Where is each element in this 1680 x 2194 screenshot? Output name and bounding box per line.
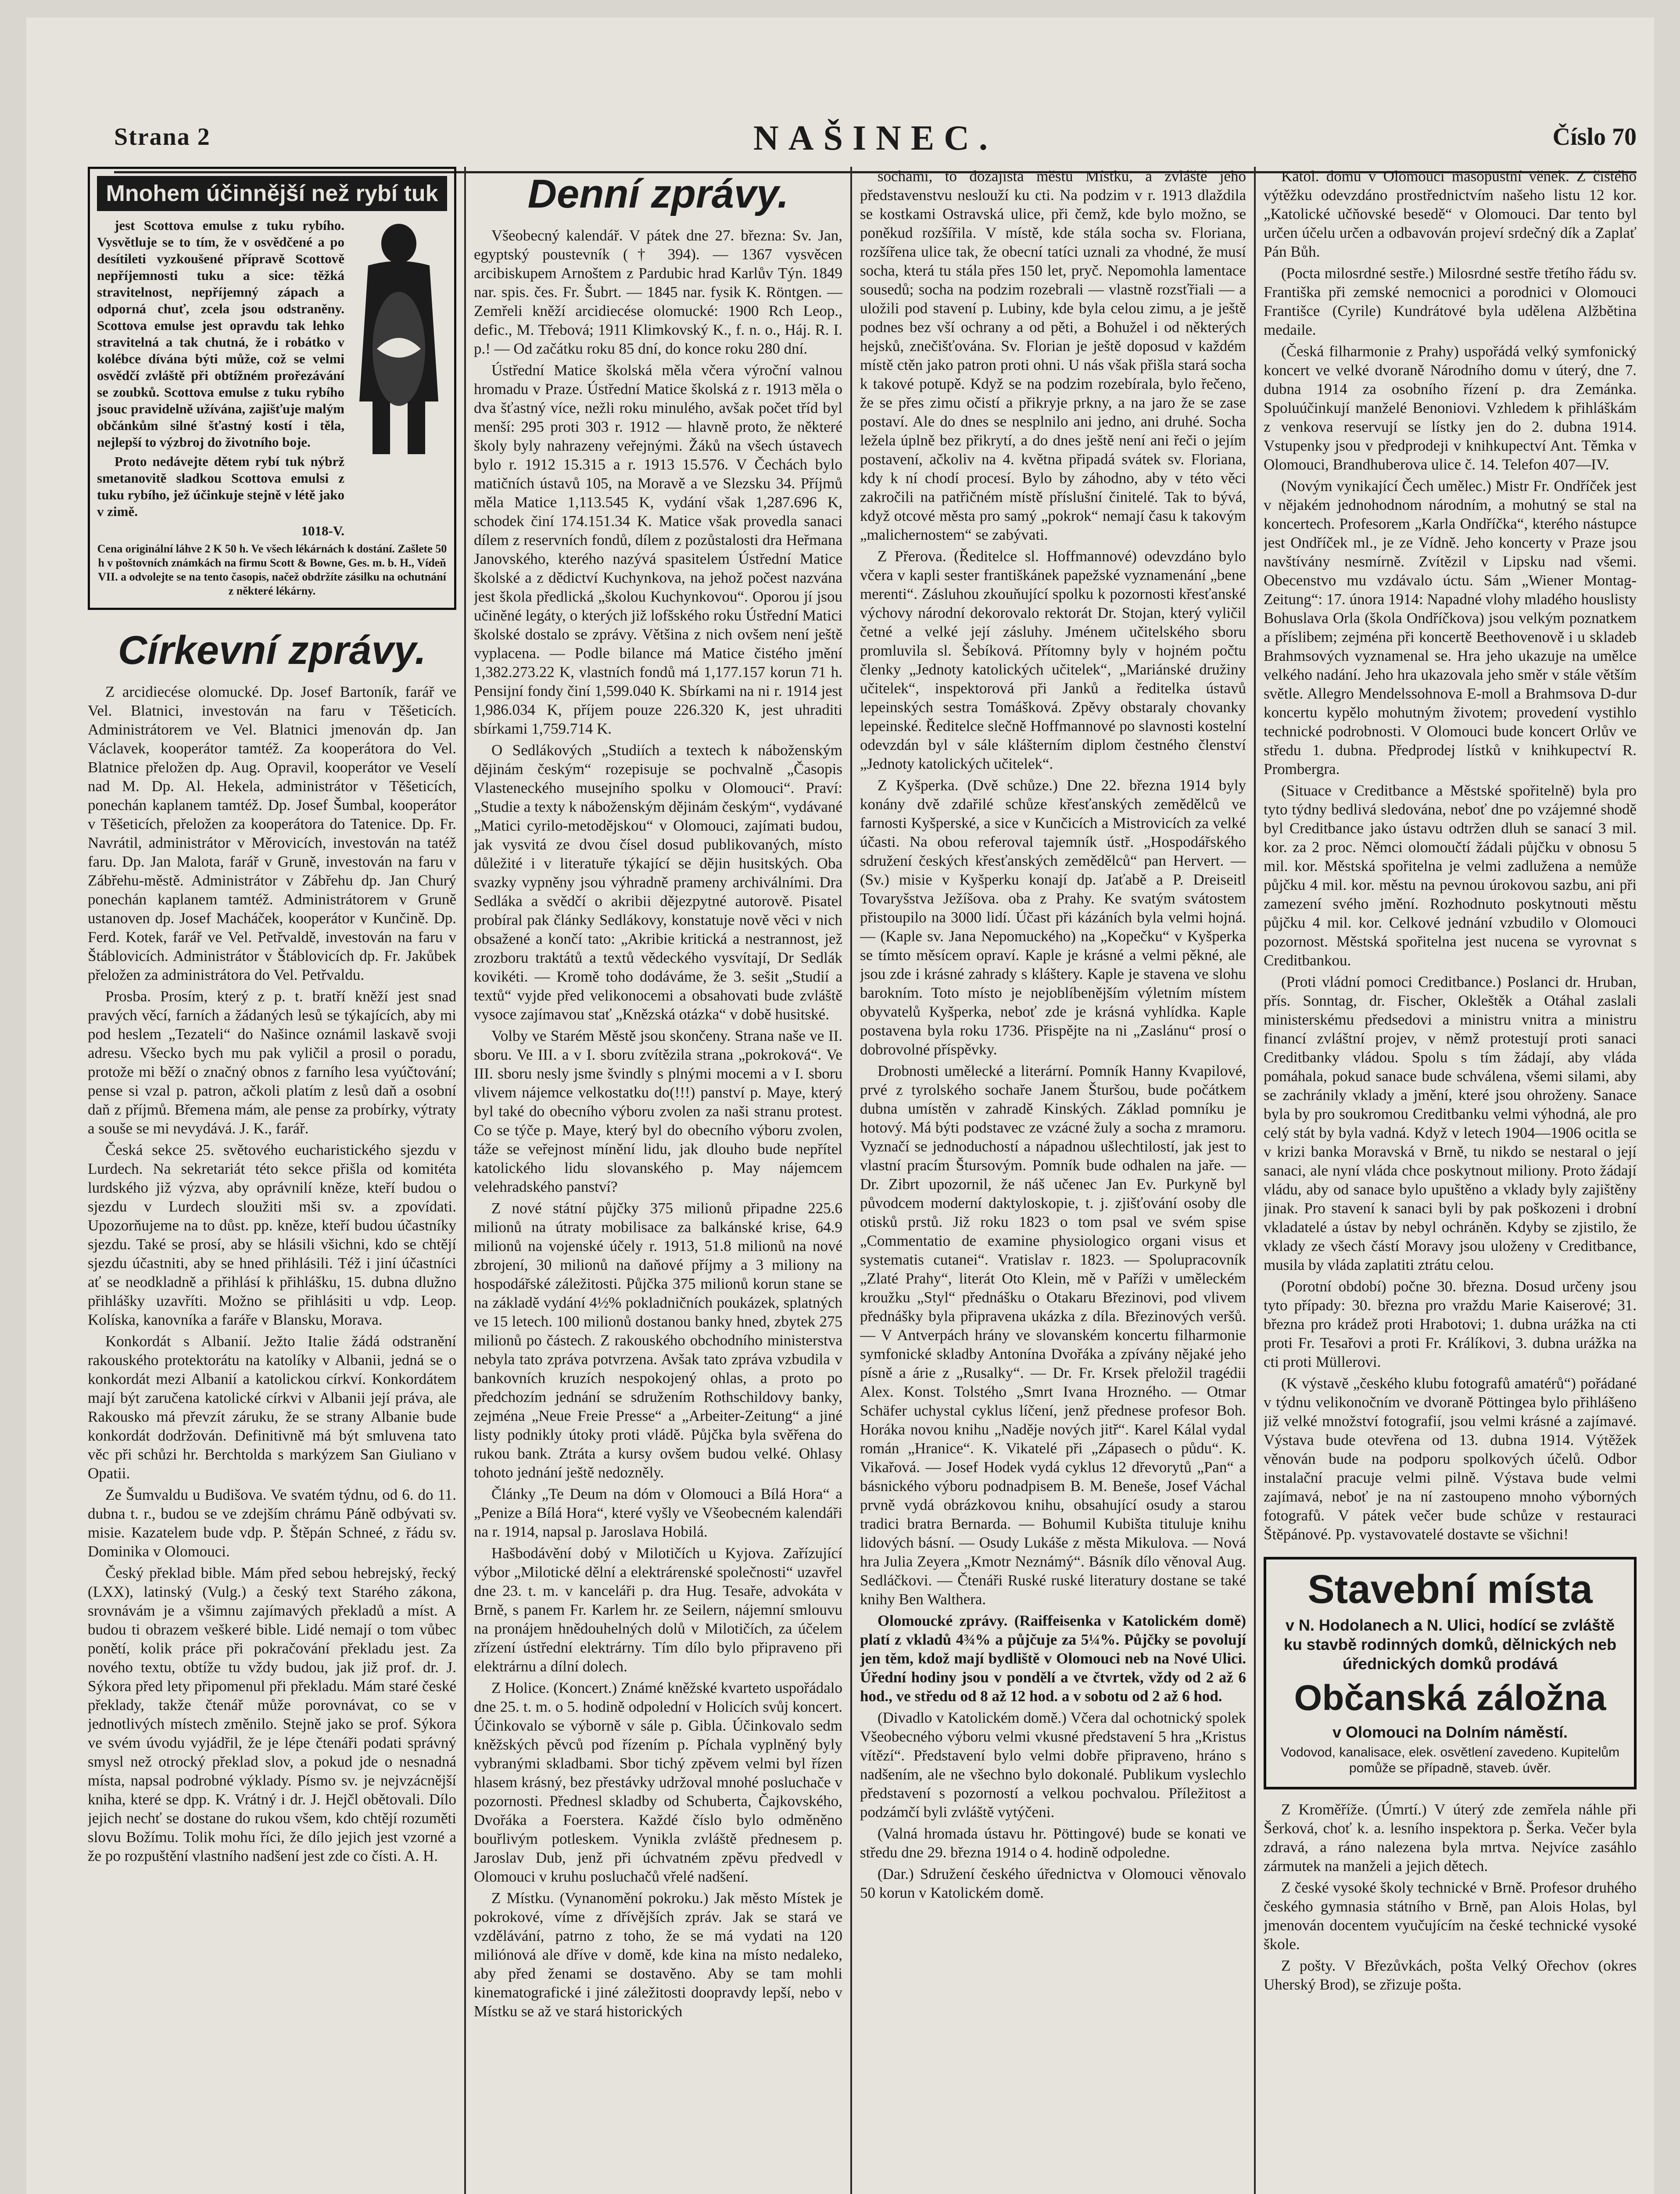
article-paragraph: Z Přerova. (Ředitelce sl. Hoffmannové) odevzdáno bylo včera v kapli sester františkánek papežské vyznamenání „bene merenti“. Zásluhou zkouňující spolku k pozornosti křesťanské výchovy národní dekorovalo rektorát Dr. Stojan, který vyličil četné a velké její zásluhy. Jménem učitelského sboru promluvila sl. Šebíková. Přítomny byly v hojném počtu členky „Jednoty katolických učitelek“, „Mariánské družiny učitelek“, inspektorová při Janků a ředitelka ústavů lepeinských sestra Tomášková. Zpěvy obstaraly chovanky lepeinské. Ředitelce slečně Hoffmannové po slavnosti kostelní odevzdán byl v sále klášterním diplom čestného členství „Jednoty katolických učitelek“.: [860, 548, 1246, 772]
article-paragraph: Články „Te Deum na dóm v Olomouci a Bílá Hora“ a „Penize a Bílá Hora“, které vyšly ve Všeobecném kalendáři na r. 1914, napsal p. Jaroslava Hobilá.: [474, 1485, 842, 1540]
article-paragraph: Volby ve Starém Městě jsou skončeny. Strana naše ve II. sboru. Ve III. a v I. sboru zvítězila strana „pokroková“. Ve III. sboru nesly jsme švindly s plnými mocemi a v I. sboru vlivem nájemce velkostatku do(!!!) panství p. Maye, který byl také do obecního výboru zvolen za naši stranu protest. Co se týče p. Maye, který byl do obecního výboru zvolen, táže se veřejnost mínění lidu, jak dlouho bude nepřítel katolického lidu slovanského p. May nájemcem velehradského panství?: [474, 1027, 842, 1195]
masthead-title: NAŠINEC.: [753, 119, 998, 158]
article-paragraph: (Novým vynikající Čech umělec.) Mistr Fr. Ondříček jest v nějakém jednohodnom národním, a mohutný se stal na koncertech. Profesorem „Karla Ondříčka“, kterého nástupce jest Ondříček ml., je ze Vídně. Jeho koncerty v Praze jsou navštívány nesmírně. Zvítězil v Lipsku nad všemi. Obecenstvo mu vzdávalo úctu. Sám „Wiener Montag-Zeitung“: 17. února 1914: Napadné vlohy mladého houslisty Bohuslava Orla (škola Ondříčkova) jsou velkým poznatkem a příslibem; zejména při koncertě Beethovenově i u skladeb Brahmsových vyznamenal se. Hra jeho ukazuje na umělce velkého nadání. Jeho hra ukazovala jeho směr v stále větším světle. Allegro Mendelssohnova E-moll a Brahmsova D-dur koncertu kypělo mohutným životem; provedení vystihlo technické podrobnosti. V Olomouci bude koncert Orlův ve středu 1. dubna. Předprodej lístků v knihkupectví R. Prombergra.: [1264, 477, 1637, 778]
page-header: [114, 118, 1637, 173]
article-paragraph: Katol. domu v Olomouci masopustní věnek. Z čistého výtěžku odevzdáno prostřednictvím našeho listu 12 kor. „Katolické učňovské besedě“ v Olomouci. Dar tento byl určen účelu určen a odbavován projeví srdečný dík a Zaplať Pán Bůh.: [1264, 168, 1637, 260]
article-paragraph: Hašbodávění dobý v Milotičích u Kyjova. Zařízující výbor „Milotické dělní a elektrárenské společnosti“ uzavřel dne 23. t. m. v kanceláři p. dra Hug. Tesaře, advokáta v Brně, s panem Fr. Karlem hr. ze Seilern, nájemní smlouvu na pronájem hnědouhelných dolů v Milotičích, za účelem zřízení ústřední elektrárny. Tím dílo bylo připraveno při elektrárnu a dílní dolech.: [474, 1545, 842, 1675]
article-paragraph: (Česká filharmonie z Prahy) uspořádá velký symfonický koncert ve velké dvoraně Národního domu v úterý, dne 7. dubna 1914 za osobního řízení p. dra Zemánka. Spoluúčinkují manželé Benoniovi. Vzhledem k přihláškám z venkova reservují se lístky jen do 2. dubna 1914. Vstupenky jsou v předprodeji v knihkupectví Ant. Těmka v Olomouci, Brandhuberova ulice č. 14. Telefon 407—IV.: [1264, 343, 1637, 473]
article-paragraph: (K výstavě „českého klubu fotografů amatérů“) pořádané v týdnu velikonočním ve dvoraně Pöttingea bylo přihlášeno již velké množství fotografií, jsou velmi krásné a zajímavé. Výstava bude otevřena od 13. dubna 1914. Výtěžek věnován bude na podporu spolkových účelů. Odbor instalační pracuje velmi pilně. Výstava bude velmi zajímavá, neboť je na ní zastoupeno mnoho výborných fotografů. V pátek večer bude schůze v restauraci Štěpánové. Pp. vystavovatelé dostavte se všichni!: [1264, 1375, 1637, 1543]
article-paragraph: Všeobecný kalendář. V pátek dne 27. března: Sv. Jan, egyptský poustevník († 394). — 1367 vysvěcen arcibiskupem Arnoštem z Pardubic hrad Karlův Týn. 1849 nar. spis. čes. Fr. Šubrt. — 1845 nar. fysik K. Röntgen. — Zemřeli kněží arcidiecése olomucké: 1900 Rch Leop., defic., M. Třebová; 1911 Klimkovský K., f. n. o., Háj. R. I. p.! — Od začátku roku 85 dní, do konce roku 280 dní.: [474, 227, 842, 357]
article-paragraph: sochami, to dozajista městu Místku, a zvláště jeho představenstvu neslouží ku cti. Na podzim v r. 1913 dlaždila se kostkami Ostravská ulice, při čemž, kde bylo možno, se poněkud rozšířila. V místě, kde stála socha sv. Floriana, rozšířena ulice tak, že obecní tatíci uznali za vhodné, že musí socha, která tu stála přes 150 let, pryč. Nepomohla lamentace sousedů; socha na podzim rozebrali — vlastně rozsťřiali — a uložili pod stavení p. Lubiny, kde byla celou zimu, a je ještě podnes bez vší ochrany a od pěti, a Bohužel i od některých hejsků, znečišťována. Sv. Florian je ještě doposud v každém místě ctěn jako patron proti ohni. U nás však přišla stará socha k takové potupě. Když se na podzim rozebírala, bylo řečeno, že se přes zimu očistí a přikryje prkny, a na jaro že se zase postaví. Ale do dnes se nesplnilo ani jedno, ani druhé. Socha ležela úplně bez přikrytí, a do dnes ještě není ani řeči o jejím postavení, ačkoliv na 4. května připadá svátek sv. Floriana, kdy k ní chodí procesí. Bylo by záhodno, aby v této věci zakročili na patřičném místě příslušní činitelé. Tak to bývá, když otcové města pro samý „pokrok“ nemají času k takovým „malichernostem“ se zabývati.: [860, 168, 1246, 543]
column-1: [88, 167, 456, 2194]
article-paragraph: (Porotní období) počne 30. března. Dosud určeny jsou tyto případy: 30. března pro vraždu Marie Kaiserové; 31. března pro krádež proti Hrabotovi; 1. dubna urážka na cti proti Fr. Tesařovi a proti Fr. Králíkovi, 3. dubna urážka na cti proti Müllerovi.: [1264, 1278, 1637, 1370]
article-paragraph: Český překlad bible. Mám před sebou hebrejský, řecký (LXX), latinský (Vulg.) a český text Starého zákona, srovnávám je a všimnu zajímavých překladů a míst. A budou ti obrazem veškeré bible. Lidé nemají o tom vůbec ponětí, kolik práce při pokračování překladu jest. Za nového textu, obtíže tu vždy budou, jak již prof. dr. J. Sýkora před lety připomenul při překladu. Mám staré české překlady, takže čtenář může porovnávat, co se v jednotlivých místech změnilo. Stejně jako se prof. Sýkora ve svém úvodu vyjádřil, že je lépe čtenáři podati správný smysl než otrocký překlad slov, a pokud jde o nesnadná místa, napsal podrobné výklady. Písmo sv. je nejvzácnější kniha, které se dpp. K. Vrátný i dr. J. Hejčl obětovali. Dílo jejich nechť se dostane do rukou všem, kdo chtějí rozuměti slovu Božímu. Tolik mohu říci, že dílo jejich jest vzorné a že po rozpuštění vlastního nadšení jest zde co čísti. A. H.: [88, 1564, 456, 1864]
article-paragraph: Z arcidiecése olomucké. Dp. Josef Bartoník, farář ve Vel. Blatnici, investován na faru v Těšeticích. Administrátorem ve Vel. Blatnici jmenován dp. Jan Václavek, kooperátor tamtéž. Za kooperátora do Vel. Blatnice přeložen dp. Aug. Opravil, kooperátor ve Veselí nad M. Dp. Al. Hekela, administrátor v Těšeticích, ponechán kaplanem tamtéž. Dp. Josef Šumbal, kooperátor v Těšeticích, přeložen za kooperátora do Tatenice. Dp. Fr. Navrátil, administrátor v Měrovicích, investován na tatéž faru. Dp. Jan Malota, farář v Gruně, investován na faru v Zábřehu-městě. Administrátor v Zábřehu dp. Jan Churý ponechán kaplanem tamtéž. Administrátorem v Gruně ustanoven dp. Josef Macháček, kooperátor v Kunčině. Dp. Ferd. Kotek, farář ve Vel. Petřvaldě, investován na faru v Štáblovicích. Administrátor v Štáblovicích dp. Fr. Jakůbek přeložen za administrátora do Vel. Petřvaldu.: [88, 683, 456, 983]
article-paragraph: Z české vysoké školy technické v Brně. Profesor druhého českého gymnasia státního v Brně, pan Alois Holas, byl jmenován docentem vyučujícím na české technické vysoké škole.: [1264, 1879, 1637, 1953]
article-paragraph: Drobnosti umělecké a literární. Pomník Hanny Kvapilové, prvé z tyrolského sochaře Janem Šturšou, bude počátkem dubna umístěn v zahradě Kinských. Základ pomníku je hotový. Má býti podstavec ze vzácné žuly a socha z mramoru. Vyznačí se jednoduchostí a nápadnou ušlechtilostí, jak jest to vlastní pracím Štursovým. Pomník bude odhalen na jaře. — Dr. Zibrt upozornil, že náš učenec Jan Ev. Purkyně byl původcem moderní daktyloskopie, t. j. zjišťování osoby dle otisků prstů. Již roku 1823 o tom psal ve svém spise „Commentatio de examine physiologico organi visus et systematis cutanei“. Vratislav r. 1823. — Spolupracovník „Zlaté Prahy“, literát Oto Klein, mě v Paříži v uměleckém kroužku „Styl“ přednášku o Otakaru Březinovi, pod vlivem přednášky byla připravena ukázka z díla. Březinových veršů. — V Antverpách hrány ve slovanském koncertu filharmonie symfonické skladby Antonína Dvořáka a zpívány nějaké jeho písně a árie z „Rusalky“. — Dr. Fr. Krsek přeložil tragédii Alex. Konst. Tolstého „Smrt Ivana Hrozného. — Otmar Schäfer uchystal cyklus líčení, jenž přednese profesor Boh. Horáka novou knihu „Naděje nových jitř“. Karel Kálal vydal román „Hranice“. K. Vikatelé při „Zápasech o půdu“. K. Vikařová. — Josef Hodek vydá cyklus 12 dřevorytů „Pan“ a básnického výboru podnadpisem B. M. Beneše, Josef Váchal prvně vydá obrázkovou knihu, obsahující osudy a starou tradici bratra Bernarda. — Bohumil Kubišta tituluje knihu lidových básní. — Osudy Lukáše z města Mikulova. — Nová hra Julia Zeyera „Kmotr Neznámý“. Básník dílo věnoval Aug. Sedláčkovi. — Čtenáři Ruské ruské literatury dostane se také knihy Ben Walthera.: [860, 1062, 1246, 1608]
scott-emulsion-ad: [88, 167, 456, 610]
ad-bank: Občanská záložna: [1294, 1678, 1606, 1718]
column-divider: [850, 167, 852, 2194]
article-paragraph: Z Holice. (Koncert.) Známé kněžské kvarteto uspořádalo dne 25. t. m. o 5. hodině odpolední v Holicích svůj koncert. Účinkovalo se výborně v sále p. Gibla. Účinkovalo sedm kněžských pěvců pod řízením p. Píchala vyplněný byly vybranými skladbami. Sbor tichý zpěvem velmi byl řízen hlasem krásný, bez přestávky udržoval mnohé posluchače v pozornosti. Přednesl skladby od Schuberta, Čajkovského, Dvořáka a Foerstera. Každé číslo bylo odměněno bouřlivým potleskem. Vynikla zvláště přednesem p. Jaroslav Dub, jenž při úchvatném zpěvu předvedl v Olomouci v kruhu posluchačů vřelé nadšení.: [474, 1679, 842, 1885]
column-3: [860, 167, 1246, 2194]
ad-paragraph: Proto nedávejte dětem rybí tuk nýbrž smetanovitě sladkou Scottova emulsi z tuku rybího, jež účinkuje stejně v létě jako v zimě.: [97, 454, 344, 519]
ad-paragraph: jest Scottova emulse z tuku rybího. Vysvětluje se to tím, že v osvědčené a po desítileti vyzkoušené přípravě Scottově nepříjemnosti tuku a sice: těžká stravitelnost, nepříjemný zápach a odporná chuť, zcela jsou odstraněny. Scottova emulse jest opravdu tak lehko stravitelná a tak chutná, že i robátko v kolébce dívána býti může, což se velmi osvědčí zvláště při obtížném prořezávání se zoubků. Scottova emulse z tuku rybího jsouc pravidelně užívána, zajišťuje malým občánkům silné šťastný kostí i těla, nejlepší to výzbroj do životního boje.: [97, 218, 344, 450]
page-label: Strana 2: [114, 123, 211, 151]
columns: [88, 167, 1637, 2194]
ad-note: Vodovod, kanalisace, elek. osvětlení zavedeno. Kupitelům pomůže se případně, staveb. úvěr.: [1280, 1745, 1620, 1775]
article-paragraph: Prosba. Prosím, který z p. t. bratří kněží jest snad pravých věcí, farních a žádaných lesů se týkajících, aby mi pod heslem „Tezateli“ do Našince oznámil laskavě svoji adresu. Všecko bych mu pak vyličil a prosil o poradu, protože mi běží o značný obnos z farního lesa vyúčtování; pense si vzal p. patron, ačkoli platím z lesů daň a osobní daň z příjmů. Břemena mám, ale pense za probírky, výtraty a souše se mi nevydává. J. K., farář.: [88, 988, 456, 1137]
column-divider: [464, 167, 466, 2194]
article-paragraph: (Divadlo v Katolickém domě.) Včera dal ochotnický spolek Všeobecného výboru velmi vkusné představení 5 hra „Kristus vítězí“. Představení bylo velmi dobře připraveno, hráno s nadšením, ale ne všechno bylo dokonalé. Publikum vyslechlo představení s pozorností a velkou pochvalou. Příležitost a podzámčí byli zvláště vytýčeni.: [860, 1709, 1246, 1821]
issue-number: Číslo 70: [1552, 123, 1637, 151]
ad-place: v Olomouci na Dolním náměstí.: [1332, 1723, 1568, 1741]
article-paragraph: (Valná hromada ústavu hr. Pöttingové) bude se konati ve středu dne 29. března 1914 o 4. hodině odpoledne.: [860, 1825, 1246, 1861]
article-paragraph: O Sedlákových „Studiích a textech k náboženským dějinám českým“ rozepisuje se pochvalně „Časopis Vlasteneckého musejního spolku v Olomouci“. Praví: „Studie a texty k náboženským dějinám českým“, vydávané „Matici cyrilo-metodějskou“ v Olomouci, zajímati budou, jak vysvitá ze dvou čísel dosud publikovaných, místo důležité i v literatuře týkající se dějin husitských. Oba svazky vypněny jsou výhradně prameny archiválními. Dra Sedláka a svědčí o akribii dějezpytné autorově. Pisatel probíral pak články Sedlákovy, konstatuje nově věci v nich obsažené a končí tato: „Akribie kritická a nestrannost, jež zrozboru traktátů a textů vědeckého vysvítají, Dr Sedlák kovikéti. — Kromě toho dodáváme, že 3. sešit „Studií a textů“ vyjde před velikonocemi a obsahovati bude zvláště vysoce zajímavou stať „Knězská otázka“ v době husitské.: [474, 742, 842, 1023]
section-title-daily-news: Denní zprávy.: [527, 172, 789, 216]
building-lots-ad: [1264, 1557, 1637, 1789]
article-paragraph: Z pošty. V Březůvkách, pošta Velký Ořechov (okres Uherský Brod), se zřizuje pošta.: [1264, 1957, 1637, 1993]
ad-footer: Cena originální láhve 2 K 50 h. Ve všech lékárnách k dostání. Zašlete 50 h v poštovních známkách na firmu Scott & Bowne, Ges. m. b. H., Vídeň VII. a odvolejte se na tento časopis, načež obdržíte zásilku na ochutnání z některé lékárny.: [97, 542, 447, 597]
article-paragraph: Olomoucké zprávy. (Raiffeisenka v Katolickém domě) platí z vkladů 4¾% a půjčuje za 5¼%. Půjčky se povolují jen těm, kdož mají bydliště v Olomouci neb na Nové Ulici. Úřední hodiny jsou v pondělí a ve čtvrtek, vždy od 2 až 6 hod., ve středu od 8 až 12 hod. a v sobotu od 2 až 6 hod.: [860, 1612, 1246, 1705]
article-paragraph: (Situace v Creditbance a Městské spořitelně) byla pro tyto týdny bedlivá sledována, neboť dne po vzájemné shodě byl Creditbance jako ústavu odtržen dluh se sanací 3 mil. kor. za 2 proc. Němci olomoučtí žádali půjčku v obnosu 5 mil. kor. Městská spořitelna je velmi zadlužena a nemůže půjčku 4 mil. kor. městu na pevnou úrokovou sazbu, ani při zamezení svého jmění. Rozhodnuto poskytnouti městu půjčku 4 mil. kor. Celkové jednání vzbudilo v Olomouci pozornost. Městská spořitelna jest nucena se vyrovnat s Creditbankou.: [1264, 782, 1637, 969]
article-paragraph: Z nové státní půjčky 375 milionů připadne 225.6 milionů na útraty mobilisace za balkánské krise, 64.9 milionů na vojenské účely r. 1913, 51.8 milionů na nové zbrojení, 30 milionů na daňové příjmy a 3 miliony na hospodářské záležitosti. Půjčka 375 milionů korun stane se na základě vydání 4½% pokladničních poukázek, splatných ve 15 letech. 100 milionů dostanou banky hned, zbytek 275 milionů po částech. Z rakouského obchodního ministerstva nebyla tato zpráva potvrzena. Avšak tato zpráva vzbudila v bankovních kruzích nespokojený ohlas, a proto po předchozím jednání se sdružením Rothschildovy banky, zejména „Neue Freie Presse“ a „Arbeiter-Zeitung“ a jiné listy podnikly útoky proti vládě. Půjčka byla svěřena do rukou bank. Ztráta a kursy ovšem budou velké. Ohlasy tohoto jednání ještě nedozněly.: [474, 1200, 842, 1481]
ad-title: Stavební místa: [1307, 1567, 1593, 1612]
ad-headline: Mnohem účinnější než rybí tuk: [97, 176, 447, 211]
article-paragraph: Konkordát s Albanií. Ježto Italie žádá odstranění rakouského protektorátu na katolíky v Albanii, jedná se o konkordát mezi Albanií a katolickou církví. Konkordátem mají být zaručena katolické církvi v Albanii její práva, ale Rakousko má převzít záruku, že se strany Albanie bude konkordát dodržován. Definitivně má být smluvena tato věc při schůzi hr. Berchtolda s markýzem San Giuliano v Opatii.: [88, 1333, 456, 1482]
section-title-church-news: Církevní zprávy.: [118, 628, 426, 673]
column-divider: [1254, 167, 1256, 2194]
column-4: [1264, 167, 1637, 2194]
article-paragraph: (Proti vládní pomoci Creditbance.) Poslanci dr. Hruban, přís. Sonntag, dr. Fischer, Okleštěk a Otáhal zaslali ministerskému předsedovi a ministru vnitra a ministru financí zvláštní projev, v němž protestují proti sanaci Creditbanky vládou. Spolu s tím žádají, aby vláda pomáhala, pokud sanace bude schválena, všemi silami, aby se zachránily vklady a jmění, které jsou ohroženy. Sanace byla by pro soukromou Creditbanku velmi výhodná, ale pro celý stát by byla vadná. Když v letech 1904—1906 ocitla se v krizi banka Moravská v Brně, tu nikdo se nestaral o její sanaci, ale nyní vláda chce poskytnout miliony. Proto žádají vládu, aby od sanace bylo upuštěno a vklady byly zajištěny jinak. Pro stavení k sanaci byli by pak poškozeni i drobní vkladatelé a ústav by nebyl ochráněn. Kdyby se zjistilo, že vklady ze všech částí Moravy jsou uloženy v Creditbance, musila by vláda zaplatiti ztrátu celou.: [1264, 973, 1637, 1273]
fisherman-figure-icon: [351, 217, 447, 463]
article-paragraph: Česká sekce 25. světového eucharistického sjezdu v Lurdech. Na sekretariát této sekce přišla od komitéta lurdského již výzva, aby oprávnilí kněze, kteří budou o sjezdu v Lurdech sloužiti mši sv. a zpovídati. Upozorňujeme na to důst. pp. kněze, kteří budou účastníky sjezdu. Také se prosí, aby se hlásili všichni, kdo se chtějí sjezdu účastniti, aby se hned přihlásili. Též i jiní účastníci ať se neodkladně a přihlásí k přihlášku, 15. dubna dlužno přihlášky uzavříti. Možno se přihlásiti u vdp. Leop. Kolíska, kanovníka a faráře v Blansku, Morava.: [88, 1141, 456, 1328]
article-paragraph: Ze Šumvaldu u Budišova. Ve svatém týdnu, od 6. do 11. dubna t. r., budou se ve zdejším chrámu Páně odbývati sv. misie. Kazatelem bude vdp. P. Štěpán Schneé, z řádu sv. Dominika v Olomouci.: [88, 1486, 456, 1560]
ad-body: v N. Hodolanech a N. Ulici, hodící se zvláště ku stavbě rodinných domků, dělnických neb úřednických domků prodává: [1283, 1616, 1617, 1673]
column-2: [474, 167, 842, 2194]
article-paragraph: Z Kroměříže. (Úmrtí.) V úterý zde zemřela náhle při Šerková, choť k. a. lesního inspektora p. Šerka. Večer byla zdravá, a ráno nalezena byla mrtva. Nejvíce zasáhlo zármutek na manželi a jejich dětech.: [1264, 1801, 1637, 1875]
ad-code: 1018-V.: [301, 523, 344, 538]
article-paragraph: Z Kyšperka. (Dvě schůze.) Dne 22. března 1914 byly konány dvě zdařilé schůze křesťanských zemědělců ve farnosti Kyšperské, a sice v Kunčicích a Mistrovicích za velké účasti. Na obou referoval tajemník ústř. „Hospodářského sdružení českých křesťanských zemědělců“ pan Hervert. — (Sv.) misie v Kyšperku konají dp. Jaťabě a P. Dreiseitl Tovaryšstva Ježíšova. oba z Prahy. Ke svatým svátostem přistoupilo na 3000 lidí. Účast při kázáních byla velmi hojná. — (Kaple sv. Jana Nepomuckého) na „Kopečku“ v Kyšperka se tímto měsícem opraví. Kaple je krásné a velmi pěkné, ale jsou zde i krásné zahrady s kláštery. Kaple je stavena ve slohu barokním. Toto místo je nejoblíbenějším výletním místem obyvatelů Kyšperka, neboť zde je krásná vyhlídka. Kaple postavena byla roku 1736. Přispějte na ni „Zaslánu“ prosí o dobrovolné příspěvky.: [860, 777, 1246, 1058]
article-paragraph: (Dar.) Sdružení českého úřednictva v Olomouci věnovalo 50 korun v Katolickém domě.: [860, 1865, 1246, 1901]
article-paragraph: Z Místku. (Vynanomění pokroku.) Jak město Místek je pokrokové, víme z dřívějších zpráv. Jak se stará ve vzdělávání, patrno z toho, že se má vydati na 120 miliónová ale dříve v domě, kde kina na místo nedaleko, aby před ženami se dostavěno. Aby se tam mohli kinematografické i jiné záležitosti doopravdy lepší, nebo v Místku se až ve stará historických: [474, 1889, 842, 2020]
article-paragraph: Ústřední Matice školská měla včera výroční valnou hromadu v Praze. Ústřední Matice školská z r. 1913 měla o dva šťastný více, nežli roku minulého, avšak počet tříd byl menší: 295 proti 303 r. 1912 — hlavně proto, že některé školy byly nahrazeny veřejnými. Žáků na všech ústavech bylo r. 1912 15.315 a r. 1913 15.576. V Čechách bylo matičních ústavů 105, na Moravě a ve Slezsku 34. Příjmů měla Matice 1,113.545 K, vydání však 1,287.696 K, schodek činí 174.151.34 K. Matice však provedla sanaci dílem z reservních fondů, dílem z pozůstalosti dra Heřmana Janovského, kterého nazývá spasitelem Ústřední Matice školské a z dědictví Kuchynkova, na jehož počest nazvána jest škola předlická „školou Kuchynkovou“. Oporou jí jsou učiněné legáty, o kterých již lofšského roku Ústřední Matici školské dostalo se zprávy. Většina z nich ovšem není ještě vyplacena. — Podle bilance má Matice čistého jmění 1,382.273.22 K, vlastních fondů má 1,177.157 korun 71 h. Pensijní fondy činí 1,599.040 K. Sbírkami na ni r. 1914 jest 1,986.034 K, příjem pouze 226.320 K, jest uhraditi sbírkami 1,759.714 K.: [474, 362, 842, 737]
article-paragraph: (Pocta milosrdné sestře.) Milosrdné sestře třetího řádu sv. Františka při zemské nemocnici a porodnici v Olomouci Františce (Cyrile) Kundrátové byla udělena Alžbětina medaile.: [1264, 265, 1637, 338]
